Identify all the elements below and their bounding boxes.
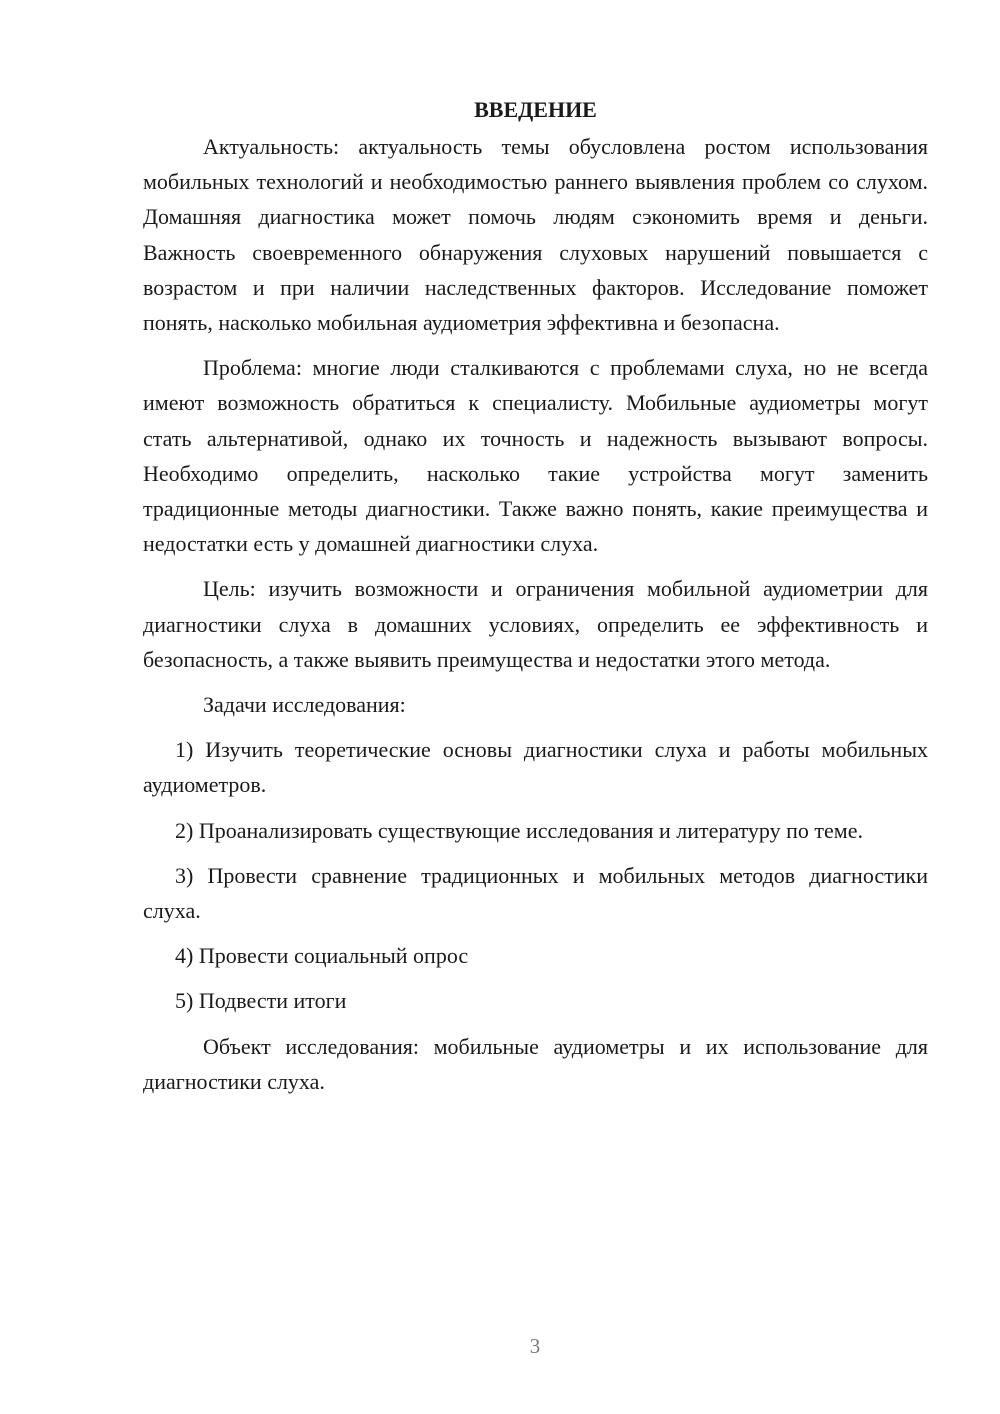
list-item: 2) Проанализировать существующие исследования и литературу по теме. (175, 817, 863, 843)
list-item: 1) Изучить теоретические основы диагностики слуха и работы мобильных аудиометров. (143, 737, 928, 798)
paragraph-object: Объект исследования: мобильные аудиометры и их использование для диагностики слуха. (143, 1033, 928, 1094)
paragraph-relevance: Актуальность: актуальность темы обусловлена ростом использования мобильных технологий и необходимостью раннего выявления проблем со слухом. Домашняя диагностика может помочь людям сэкономить время и деньги. Важность своевременного обнаружения слуховых нарушений повышается с возрастом и при наличии наследственных факторов. Исследование поможет понять, насколько мобильная аудиометрия эффективна и безопасна. (143, 134, 928, 336)
tasks-heading: Задачи исследования: (203, 692, 406, 718)
list-item: 4) Провести социальный опрос (175, 943, 469, 969)
list-item: 5) Подвести итоги (175, 988, 347, 1014)
list-item: 3) Провести сравнение традиционных и мобильных методов диагностики слуха. (143, 862, 928, 924)
section-title: ВВЕДЕНИЕ (474, 97, 597, 122)
paragraph-problem: Проблема: многие люди сталкиваются с проблемами слуха, но не всегда имеют возможность обратиться к специалисту. Мобильные аудиометры могут стать альтернативой, однако их точность и надежность вызывают вопросы. Необходимо определить, насколько такие устройства могут заменить традиционные методы диагностики. Также важно понять, какие преимущества и недостатки есть у домашней диагностики слуха. (143, 355, 928, 557)
page-number: 3 (529, 1334, 541, 1358)
paragraph-goal: Цель: изучить возможности и ограничения мобильной аудиометрии для диагностики слуха в домашних условиях, определить ее эффективность и безопасность, а также выявить преимущества и недостатки этого метода. (143, 576, 928, 672)
document-page (143, 92, 928, 1109)
